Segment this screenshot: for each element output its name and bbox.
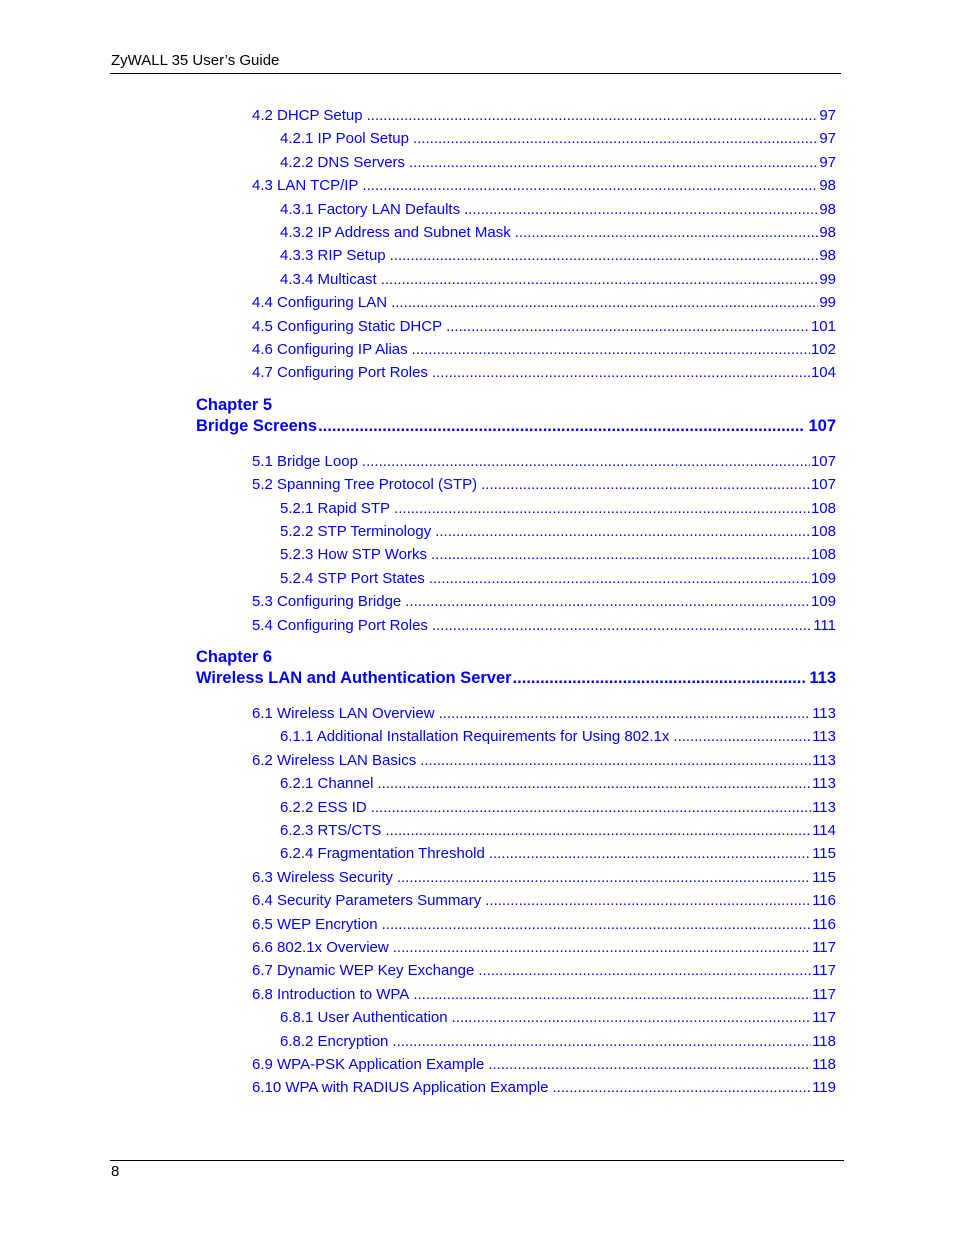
dot-leader	[429, 570, 810, 588]
toc-entry[interactable]	[280, 130, 836, 148]
toc-entry-page: 99	[819, 270, 836, 288]
dot-leader	[385, 822, 811, 840]
toc-entry-label: 4.3.2 IP Address and Subnet Mask	[280, 224, 511, 241]
toc-entry-page: 113	[812, 751, 836, 769]
toc-entry[interactable]	[280, 224, 836, 242]
toc-entry-page: 107	[810, 476, 836, 494]
toc-entry-page: 108	[810, 499, 836, 517]
toc-entry-label: 4.4 Configuring LAN	[252, 294, 388, 312]
toc-entry[interactable]	[280, 845, 836, 863]
toc-entry-page: 102	[810, 341, 836, 358]
dot-leader	[405, 593, 810, 611]
toc-entry-label: 4.5 Configuring Static DHCP	[252, 317, 443, 335]
toc-entry[interactable]	[252, 986, 836, 1004]
toc-entry-page: 98	[819, 224, 836, 241]
toc-entry-page: 113	[812, 775, 836, 793]
toc-entry[interactable]	[280, 728, 836, 746]
toc-entry[interactable]	[252, 1079, 836, 1097]
toc-entry[interactable]	[280, 1033, 836, 1051]
toc-entry[interactable]	[280, 822, 836, 840]
toc-entry-label: 6.4 Security Parameters Summary	[252, 892, 482, 910]
toc-entry[interactable]	[280, 271, 836, 289]
chapter-page: 107	[808, 416, 836, 435]
toc-entry-page: 98	[819, 247, 836, 265]
toc-entry-label: 4.2.2 DNS Servers	[280, 153, 406, 171]
toc-entry[interactable]	[252, 341, 836, 359]
toc-entry-label: 6.5 WEP Encrytion	[252, 915, 378, 933]
dot-leader	[673, 728, 811, 746]
dot-leader	[397, 869, 811, 887]
toc-entry-label: 5.4 Configuring Port Roles	[252, 616, 428, 634]
toc-entry[interactable]	[280, 546, 836, 564]
toc-entry-label: 6.2.1 Channel	[280, 775, 374, 793]
dot-leader	[513, 668, 806, 688]
toc-entry-page: 116	[812, 892, 836, 910]
toc-entry-page: 97	[819, 107, 836, 124]
toc-entry-page: 98	[819, 200, 836, 218]
chapter-number[interactable]: Chapter 5	[196, 395, 273, 414]
dot-leader	[391, 294, 818, 312]
toc-entry-label: 5.2 Spanning Tree Protocol (STP)	[252, 476, 478, 494]
toc-entry-label: 6.1 Wireless LAN Overview	[252, 705, 435, 722]
toc-entry-label: 4.3.4 Multicast	[280, 270, 377, 288]
toc-entry-label: 5.2.2 STP Terminology	[280, 523, 432, 540]
toc-entry[interactable]	[252, 869, 836, 887]
toc-entry[interactable]	[280, 247, 836, 265]
toc-entry[interactable]	[252, 364, 836, 382]
toc-entry[interactable]	[252, 705, 836, 723]
toc-entry[interactable]	[252, 476, 836, 494]
toc-entry-page: 108	[810, 546, 836, 564]
toc-entry-page: 117	[812, 985, 836, 1003]
dot-leader	[439, 705, 812, 723]
toc-entry-page: 98	[819, 177, 836, 195]
dot-leader	[413, 986, 811, 1004]
toc-entry-page: 117	[812, 962, 836, 980]
toc-entry[interactable]	[252, 294, 836, 312]
toc-entry-page: 97	[819, 153, 836, 171]
toc-entry-page: 104	[810, 364, 836, 382]
toc-entry-label: 6.2 Wireless LAN Basics	[252, 751, 417, 769]
dot-leader	[393, 939, 811, 957]
toc-entry-label: 6.6 802.1x Overview	[252, 939, 389, 956]
toc-entry-label: 5.2.4 STP Port States	[280, 569, 425, 587]
chapter-page: 113	[809, 669, 836, 687]
footer-divider	[110, 1160, 844, 1161]
dot-leader	[489, 845, 811, 863]
toc-entry-page: 115	[812, 868, 836, 886]
toc-entry[interactable]	[280, 775, 836, 793]
dot-leader	[432, 617, 812, 635]
toc-entry[interactable]	[252, 453, 836, 471]
dot-leader	[553, 1079, 812, 1097]
dot-leader	[362, 453, 810, 471]
toc-entry-label: 6.1.1 Additional Installation Requirements for Using 802.1x	[280, 728, 670, 746]
dot-leader	[377, 775, 811, 793]
dot-leader	[432, 364, 810, 382]
dot-leader	[382, 916, 811, 934]
toc-entry[interactable]	[252, 177, 836, 195]
header-divider	[110, 73, 841, 74]
dot-leader	[420, 752, 811, 770]
toc-entry-page: 118	[812, 1032, 836, 1050]
toc-entry-label: 6.2.2 ESS ID	[280, 798, 367, 816]
toc-entry-label: 4.3 LAN TCP/IP	[252, 177, 359, 195]
dot-leader	[318, 416, 804, 436]
toc-entry-label: 5.2.3 How STP Works	[280, 546, 427, 564]
dot-leader	[435, 523, 810, 541]
toc-entry-label: 4.3.1 Factory LAN Defaults	[280, 200, 461, 218]
page-number: 8	[111, 1163, 120, 1180]
toc-entry-label: 4.2 DHCP Setup	[252, 107, 363, 124]
toc-entry[interactable]	[252, 1056, 836, 1074]
toc-entry[interactable]	[252, 892, 836, 910]
toc-entry-label: 4.2.1 IP Pool Setup	[280, 130, 409, 148]
toc-entry-page: 114	[812, 822, 836, 839]
dot-leader	[413, 130, 818, 148]
dot-leader	[392, 1033, 811, 1051]
toc-entry[interactable]	[252, 107, 836, 125]
toc-entry-label: 4.7 Configuring Port Roles	[252, 364, 428, 382]
toc-entry-page: 117	[812, 1009, 836, 1027]
toc-entry[interactable]	[252, 617, 836, 635]
toc-entry-label: 6.9 WPA-PSK Application Example	[252, 1056, 485, 1073]
toc-entry[interactable]	[252, 318, 836, 336]
toc-entry-label: 6.3 Wireless Security	[252, 868, 393, 886]
toc-entry[interactable]	[280, 799, 836, 817]
toc-entry-label: 6.10 WPA with RADIUS Application Example	[252, 1079, 549, 1097]
dot-leader	[452, 1009, 811, 1027]
toc-entry[interactable]	[280, 1009, 836, 1027]
toc-entry-page: 111	[813, 616, 836, 634]
dot-leader	[446, 318, 810, 336]
toc-entry[interactable]	[252, 962, 836, 980]
dot-leader	[478, 962, 811, 980]
toc-entry-page: 97	[819, 130, 836, 148]
toc-entry[interactable]	[252, 939, 836, 957]
toc-entry-page: 115	[812, 845, 836, 863]
toc-entry[interactable]	[280, 500, 836, 518]
chapter-title-entry[interactable]	[196, 416, 836, 436]
toc-entry-page: 116	[812, 915, 836, 933]
toc-entry-page: 113	[812, 798, 836, 816]
toc-entry-page: 117	[812, 939, 836, 956]
dot-leader	[464, 201, 818, 219]
toc-entry[interactable]	[252, 593, 836, 611]
chapter-title: Wireless LAN and Authentication Server	[196, 669, 512, 687]
toc-entry-page: 113	[812, 705, 836, 722]
chapter-title-entry[interactable]	[196, 668, 836, 688]
toc-entry-label: 5.3 Configuring Bridge	[252, 593, 402, 611]
toc-entry[interactable]	[280, 154, 836, 172]
running-header-title: ZyWALL 35 User’s Guide	[111, 52, 280, 69]
toc-entry-page: 119	[812, 1079, 836, 1097]
toc-entry-page: 107	[810, 452, 836, 470]
toc-entry[interactable]	[280, 523, 836, 541]
toc-entry[interactable]	[280, 570, 836, 588]
toc-entry[interactable]	[280, 201, 836, 219]
toc-entry-page: 101	[810, 317, 836, 335]
toc-entry-label: 4.3.3 RIP Setup	[280, 247, 386, 265]
toc-entry-page: 109	[810, 569, 836, 587]
dot-leader	[367, 107, 819, 125]
toc-entry-label: 6.2.4 Fragmentation Threshold	[280, 845, 485, 863]
dot-leader	[381, 271, 819, 289]
toc-entry-page: 108	[810, 523, 836, 540]
toc-entry-label: 4.6 Configuring IP Alias	[252, 341, 408, 358]
toc-entry-label: 5.2.1 Rapid STP	[280, 499, 391, 517]
toc-entry-label: 6.7 Dynamic WEP Key Exchange	[252, 962, 475, 980]
dot-leader	[390, 247, 819, 265]
toc-entry-label: 6.2.3 RTS/CTS	[280, 822, 382, 839]
dot-leader	[515, 224, 819, 242]
dot-leader	[488, 1056, 811, 1074]
toc-entry-page: 109	[810, 593, 836, 611]
toc-entry-page: 99	[819, 294, 836, 312]
toc-entry[interactable]	[252, 752, 836, 770]
toc-entry-label: 6.8.1 User Authentication	[280, 1009, 448, 1027]
toc-entry-page: 113	[812, 728, 836, 746]
toc-entry-label: 6.8 Introduction to WPA	[252, 985, 410, 1003]
toc-entry[interactable]	[252, 916, 836, 934]
dot-leader	[481, 476, 810, 494]
chapter-number[interactable]: Chapter 6	[196, 648, 273, 666]
dot-leader	[362, 177, 818, 195]
toc-entry-label: 6.8.2 Encryption	[280, 1032, 389, 1050]
dot-leader	[409, 154, 818, 172]
dot-leader	[371, 799, 811, 817]
toc-entry-label: 5.1 Bridge Loop	[252, 452, 358, 470]
dot-leader	[485, 892, 811, 910]
dot-leader	[431, 546, 810, 564]
chapter-title: Bridge Screens	[196, 416, 318, 435]
dot-leader	[412, 341, 810, 359]
toc-entry-page: 118	[812, 1056, 836, 1073]
dot-leader	[394, 500, 810, 518]
